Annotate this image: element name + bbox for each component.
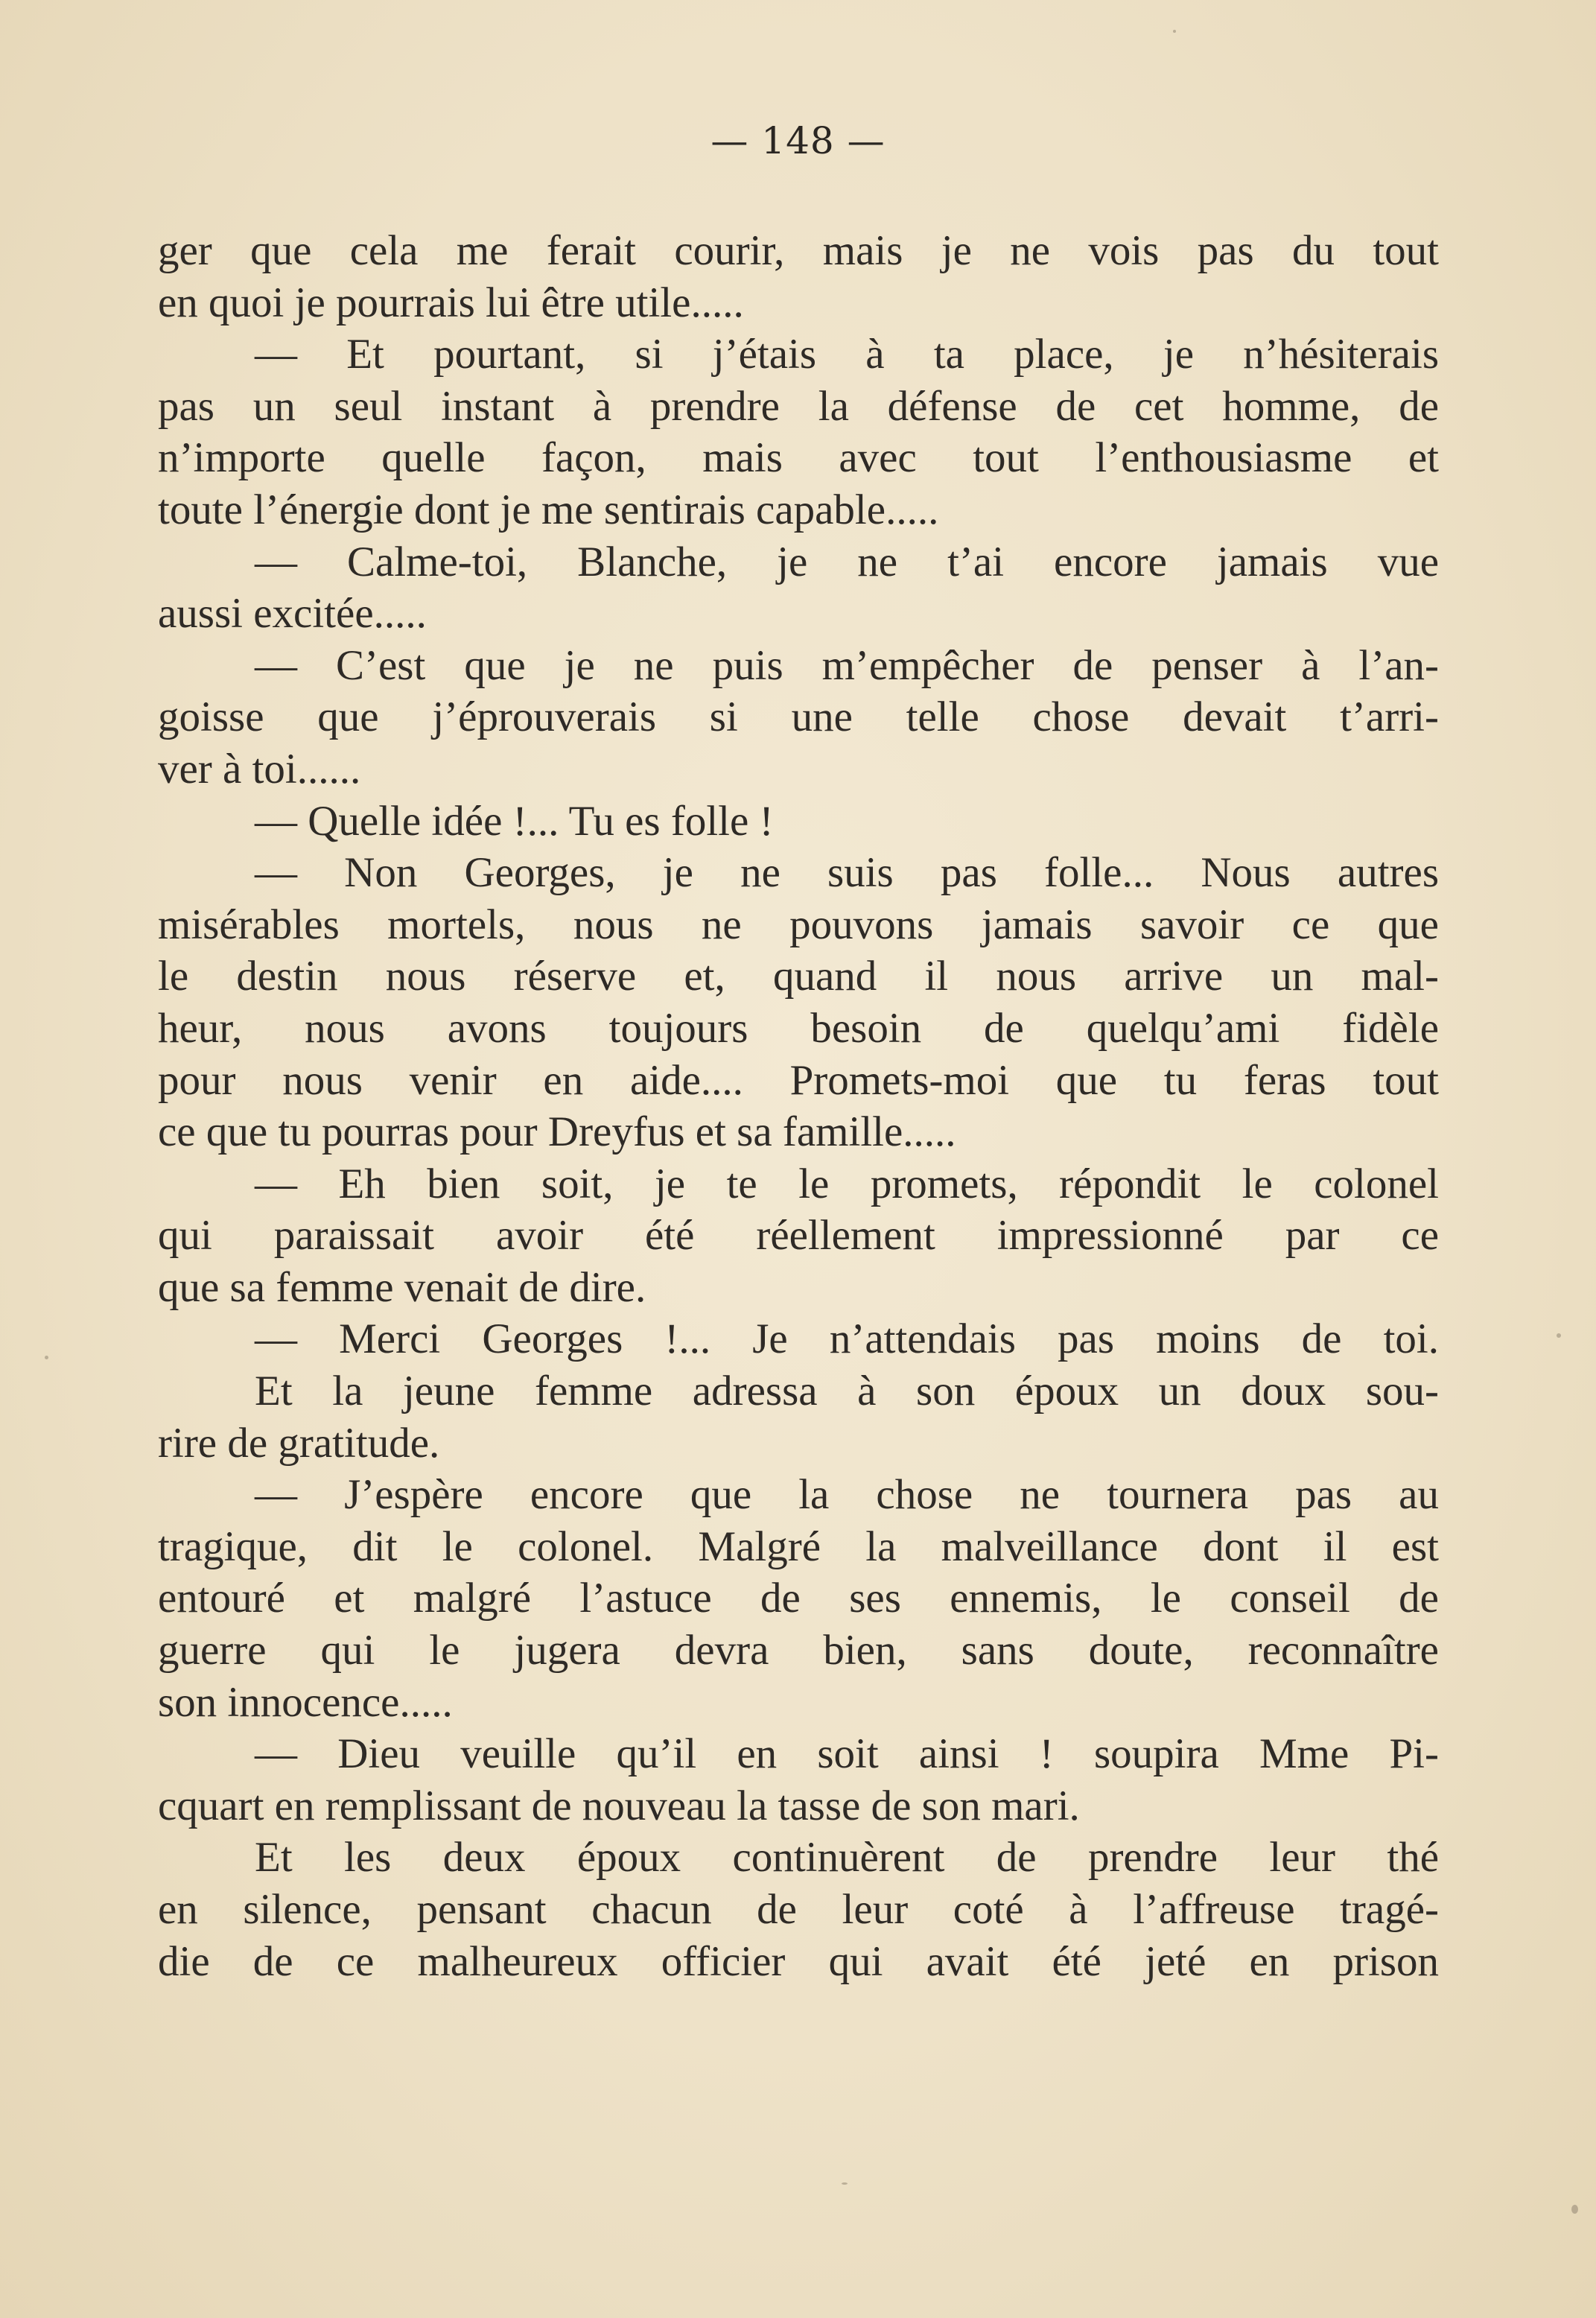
paper-speck [45, 1356, 48, 1359]
text-line: en silence, pensant chacun de leur coté à l’affreuse tragé- [158, 1886, 1439, 1933]
text-line: guerre qui le jugera devra bien, sans doute, reconnaître [158, 1627, 1439, 1674]
text-line: en quoi je pourrais lui être utile..... [158, 279, 744, 326]
text-line: qui paraissait avoir été réellement impressionné par ce [158, 1212, 1439, 1260]
page-number: — 148 — [710, 119, 886, 162]
paper-speck [1571, 2205, 1578, 2214]
text-line: — C’est que je ne puis m’empêcher de penser à l’an- [255, 641, 1439, 689]
text-line: — Non Georges, je ne suis pas folle... Nous autres [255, 849, 1439, 897]
paper-speck [1557, 1333, 1561, 1338]
text-line: tragique, dit le colonel. Malgré la malveillance dont il est [158, 1522, 1439, 1570]
text-line: — Quelle idée !... Tu es folle ! [255, 797, 774, 845]
text-line: toute l’énergie dont je me sentirais capable..... [158, 486, 939, 533]
text-line: ger que cela me ferait courir, mais je ne vois pas du tout [158, 227, 1439, 274]
text-line: heur, nous avons toujours besoin de quelqu’ami fidèle [158, 1004, 1439, 1052]
text-line: aussi excitée..... [158, 590, 427, 638]
text-line: Et les deux époux continuèrent de prendre leur thé [255, 1834, 1439, 1882]
paper-speck [1173, 30, 1176, 33]
text-line: cquart en remplissant de nouveau la tasse de son mari. [158, 1782, 1080, 1829]
text-line: son innocence..... [158, 1678, 453, 1726]
text-line: ver à toi...... [158, 745, 361, 793]
text-line: — Et pourtant, si j’étais à ta place, je n’hésiterais [255, 331, 1439, 378]
text-line: — Merci Georges !... Je n’attendais pas moins de toi. [255, 1315, 1439, 1363]
text-line: — Eh bien soit, je te le promets, répondit le colonel [255, 1160, 1439, 1207]
text-line: entouré et malgré l’astuce de ses ennemis, le conseil de [158, 1575, 1439, 1622]
text-line: ce que tu pourras pour Dreyfus et sa famille..... [158, 1108, 956, 1156]
text-line: — Calme-toi, Blanche, je ne t’ai encore jamais vue [255, 538, 1439, 585]
text-line: misérables mortels, nous ne pouvons jamais savoir ce que [158, 901, 1439, 948]
text-line: — Dieu veuille qu’il en soit ainsi ! soupira Mme Pi- [255, 1730, 1439, 1778]
text-line: goisse que j’éprouverais si une telle chose devait t’arri- [158, 693, 1439, 741]
text-line: Et la jeune femme adressa à son époux un doux sou- [255, 1368, 1439, 1415]
text-line: n’importe quelle façon, mais avec tout l’enthousiasme et [158, 434, 1439, 482]
text-line: pas un seul instant à prendre la défense de cet homme, de [158, 382, 1439, 430]
text-line: pour nous venir en aide.... Promets-moi que tu feras tout [158, 1056, 1439, 1104]
text-line: que sa femme venait de dire. [158, 1263, 646, 1311]
text-line: — J’espère encore que la chose ne tournera pas au [255, 1471, 1439, 1519]
paper-speck [842, 2182, 848, 2185]
text-line: rire de gratitude. [158, 1419, 440, 1467]
text-line: le destin nous réserve et, quand il nous arrive un mal- [158, 953, 1439, 1000]
text-line: die de ce malheureux officier qui avait été jeté en prison [158, 1937, 1439, 1985]
body-text [158, 225, 1439, 1987]
